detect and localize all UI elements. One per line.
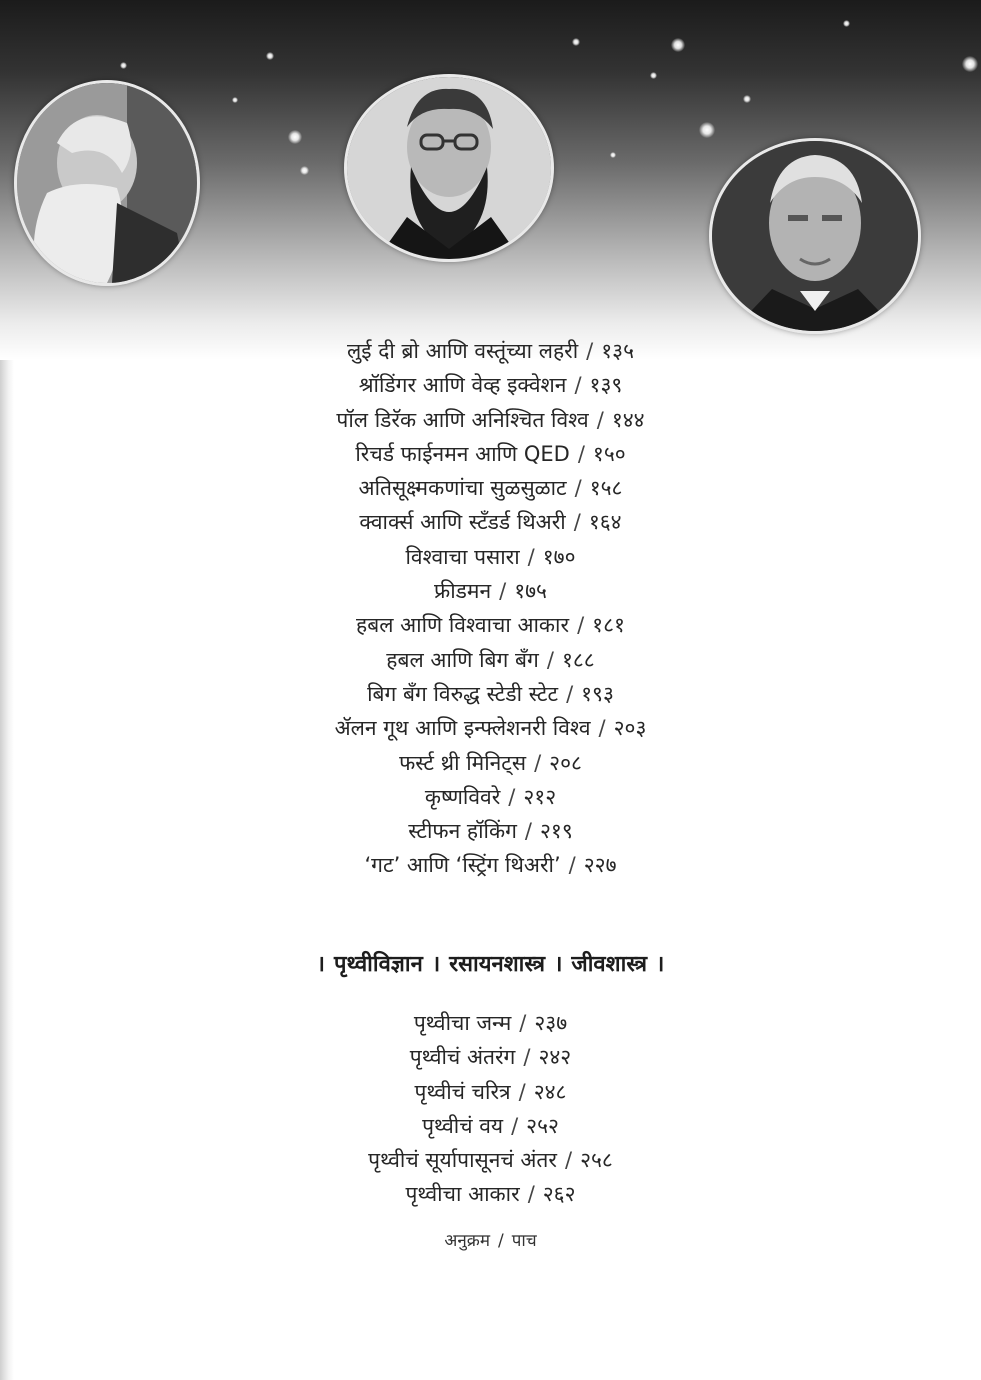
toc-entry-separator: / — [511, 1113, 519, 1138]
toc-entry — [0, 540, 981, 574]
toc-entry — [0, 1177, 981, 1211]
toc-entry — [0, 505, 981, 539]
portrait-left-bearded-man-image — [17, 83, 197, 283]
toc-entry-separator: / — [508, 784, 516, 809]
toc-entry — [0, 1143, 981, 1177]
portrait-right-man-suit-image — [712, 141, 918, 331]
toc-entry-page: २३७ — [534, 1011, 568, 1035]
toc-entry-separator: / — [527, 544, 535, 569]
toc-entry-page: १३९ — [589, 373, 623, 398]
toc-entry-separator: / — [566, 681, 574, 706]
toc-entry — [0, 1040, 981, 1074]
toc-entry — [0, 368, 981, 402]
portrait-left — [14, 80, 200, 286]
danda-mark: । — [656, 952, 665, 977]
star — [572, 38, 580, 46]
danda-mark: । — [554, 952, 563, 977]
toc-entry-page: १८१ — [592, 613, 625, 638]
toc-entry — [0, 471, 981, 505]
toc-entry-title: फर्स्ट थ्री मिनिट्स — [399, 750, 527, 775]
section-heading-item: रसायनशास्त्र — [449, 952, 546, 977]
toc-entry-separator: / — [574, 476, 582, 501]
toc-entry-page: २१९ — [540, 819, 573, 844]
toc-entry-title: अतिसूक्ष्मकणांचा सुळसुळाट — [358, 476, 567, 501]
toc-entry-separator: / — [574, 373, 582, 398]
star — [266, 52, 274, 60]
toc-entry — [0, 608, 981, 642]
toc-entry-separator: / — [499, 579, 507, 604]
toc-entry-separator: / — [523, 1045, 531, 1070]
toc-entry — [0, 437, 981, 471]
toc-entry-title: पॉल डिरॅक आणि अनिश्चित विश्व — [336, 407, 589, 432]
toc-entry-page: १७५ — [514, 579, 547, 604]
toc-entry-title: रिचर्ड फाईनमन आणि QED — [355, 441, 570, 466]
toc-entry-separator: / — [519, 1011, 527, 1035]
toc-entry-page: २४२ — [538, 1045, 572, 1070]
footer-page-number: पाच — [511, 1231, 537, 1251]
star — [671, 38, 685, 52]
toc-entry-separator: / — [546, 647, 554, 672]
toc-entry-title: हबल आणि विश्वाचा आकार — [356, 613, 570, 638]
toc-entry — [0, 848, 981, 882]
toc-entry-page: १५८ — [589, 476, 623, 501]
portrait-center-bearded-man-glasses-image — [347, 77, 551, 259]
danda-mark: । — [431, 952, 441, 977]
toc-entry-title: बिग बँग विरुद्ध स्टेडी स्टेट — [367, 681, 559, 706]
footer-label: अनुक्रम — [444, 1231, 491, 1251]
star — [650, 72, 657, 79]
danda-mark: । — [316, 952, 325, 977]
toc-entry — [0, 1075, 981, 1109]
portrait-center — [344, 74, 554, 262]
toc-entry-separator: / — [586, 339, 594, 363]
page-footer — [0, 1228, 981, 1251]
toc-entry-page: २६२ — [542, 1182, 576, 1207]
toc-entry-title: पृथ्वीचं चरित्र — [414, 1079, 511, 1104]
toc-entry-separator: / — [534, 750, 542, 775]
toc-entry — [0, 677, 981, 711]
toc-entry-page: १५० — [592, 441, 626, 466]
star — [843, 20, 850, 27]
toc-entry-title: क्वार्क्स आणि स्टँडर्ड थिअरी — [359, 510, 566, 535]
toc-entry-page: १४४ — [611, 407, 645, 432]
toc-entry-separator: / — [577, 441, 585, 466]
toc-entry-page: २५८ — [580, 1148, 613, 1173]
toc-entry-title: कृष्णविवरे — [424, 784, 501, 809]
toc-entry-page: २१२ — [523, 784, 557, 809]
toc-entry — [0, 1006, 981, 1040]
toc-entry-title: श्रॉडिंगर आणि वेव्ह इक्वेशन — [358, 373, 567, 398]
toc-entry-separator: / — [564, 1148, 573, 1173]
toc-entry-title: पृथ्वीचा जन्म — [413, 1011, 512, 1035]
toc-entry-separator: / — [524, 819, 532, 844]
toc-entry-separator: / — [577, 613, 585, 638]
toc-entry-page: २२७ — [583, 853, 617, 878]
toc-entry-page: १७० — [542, 544, 576, 569]
footer-separator: / — [498, 1231, 504, 1251]
toc-entry — [0, 403, 981, 437]
toc-list-earth — [0, 1006, 981, 1212]
star — [743, 95, 751, 103]
star — [610, 152, 616, 158]
toc-list-physics — [0, 334, 981, 883]
toc-entry-title: पृथ्वीचं अंतरंग — [409, 1045, 516, 1070]
toc-entry — [0, 814, 981, 848]
toc-entry-title: लुई दी ब्रो आणि वस्तूंच्या लहरी — [346, 339, 579, 363]
toc-entry-page: १८८ — [561, 647, 595, 672]
toc-entry-page: २०३ — [613, 716, 647, 741]
toc-entry-title: पृथ्वीचं सूर्यापासूनचं अंतर — [368, 1148, 557, 1173]
toc-entry-page: २४८ — [533, 1079, 567, 1104]
star — [300, 166, 309, 175]
toc-entry-separator: / — [518, 1079, 526, 1104]
toc-entry-title: पृथ्वीचं वय — [422, 1113, 504, 1138]
portrait-right — [709, 138, 921, 334]
star — [232, 97, 238, 103]
toc-entry — [0, 643, 981, 677]
toc-entry-page: २०८ — [549, 750, 582, 775]
toc-entry-page: १३५ — [601, 339, 635, 363]
toc-entry-title: पृथ्वीचा आकार — [405, 1182, 520, 1207]
toc-entry-title: फ्रीडमन — [434, 579, 492, 604]
toc-entry-page: १९३ — [581, 681, 614, 706]
toc-entry-separator: / — [573, 510, 581, 535]
toc-entry — [0, 574, 981, 608]
star — [699, 122, 715, 138]
toc-entry — [0, 334, 981, 368]
toc-entry — [0, 780, 981, 814]
star — [120, 62, 127, 69]
section-heading-item: पृथ्वीविज्ञान — [333, 952, 423, 977]
toc-entry-title: विश्वाचा पसारा — [405, 544, 520, 569]
toc-entry-separator: / — [596, 407, 604, 432]
section-heading — [0, 948, 981, 978]
toc-entry — [0, 1109, 981, 1143]
toc-entry-page: १६४ — [588, 510, 622, 535]
toc-entry-page: २५२ — [526, 1113, 559, 1138]
toc-entry-separator: / — [527, 1182, 535, 1207]
toc-entry-title: स्टीफन हॉकिंग — [408, 819, 517, 844]
toc-entry-title: हबल आणि बिग बँग — [386, 647, 539, 672]
toc-entry — [0, 746, 981, 780]
toc-entry — [0, 711, 981, 745]
toc-entry-separator: / — [598, 716, 606, 741]
star — [288, 130, 302, 144]
toc-entry-title: ‘गट’ आणि ‘स्ट्रिंग थिअरी’ — [364, 853, 561, 878]
star — [962, 56, 978, 72]
toc-entry-separator: / — [568, 853, 576, 878]
toc-entry-title: ॲलन गूथ आणि इन्फ्लेशनरी विश्व — [334, 716, 591, 741]
section-heading-item: जीवशास्त्र — [571, 952, 648, 977]
